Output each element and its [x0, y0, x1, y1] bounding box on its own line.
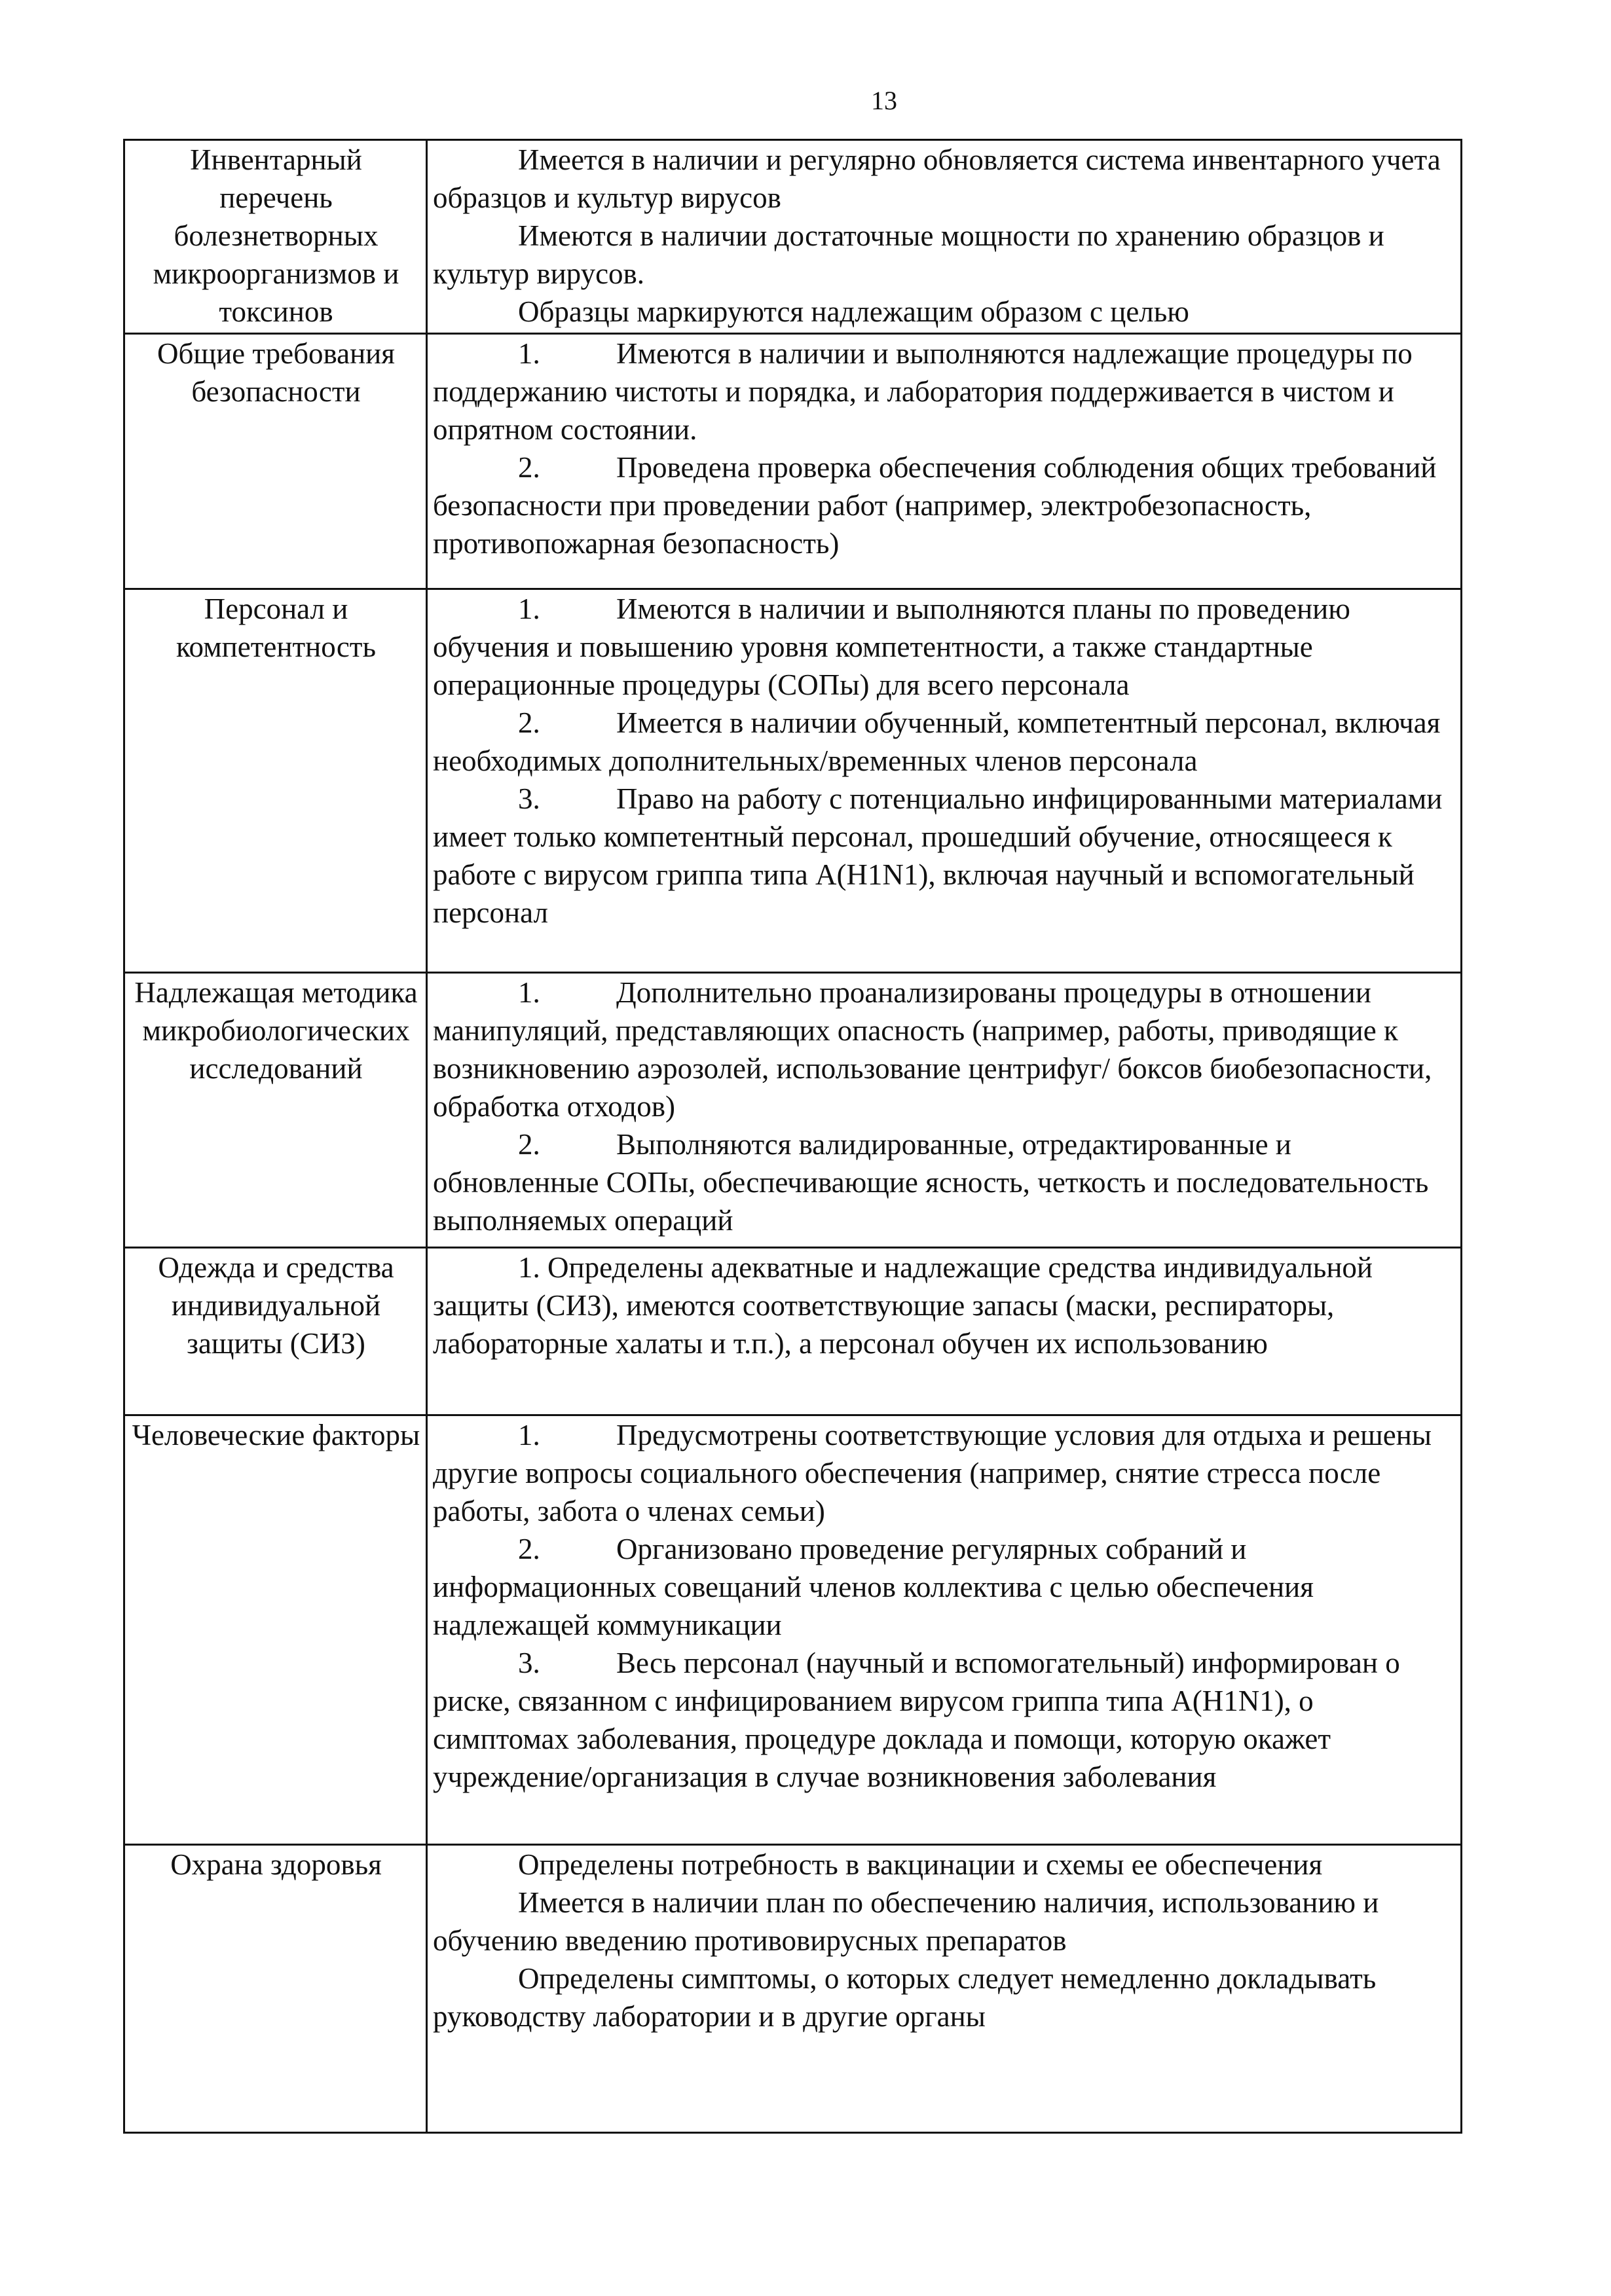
table-row: [124, 334, 1462, 589]
paragraph: Определены симптомы, о которых следует немедленно докладывать руководству лаборатории и в другие органы: [433, 1962, 1377, 2033]
list-item: [433, 335, 1456, 448]
item-number: 1.: [518, 1419, 540, 1451]
item-text: Организовано проведение регулярных собраний и информационных совещаний членов коллектива с целью обеспечения надлежащей коммуникации: [433, 1533, 1314, 1641]
list-item: [433, 1416, 1456, 1530]
item-text: Имеется в наличии обученный, компетентный персонал, включая необходимых дополнительных/временных членов персонала: [433, 706, 1441, 777]
item-text: Предусмотрены соответствующие условия для отдыха и решены другие вопросы социального обеспечения (например, снятие стресса после работы, забота о членах семьи): [433, 1419, 1432, 1527]
row-content: [427, 140, 1462, 334]
row-topic: Охрана здоровья: [124, 1845, 427, 2133]
list-item: [433, 1248, 1456, 1362]
item-number: 2.: [518, 1533, 540, 1565]
list-item: [433, 1530, 1456, 1644]
list-item: [433, 590, 1456, 704]
item-number: 3.: [518, 1647, 540, 1679]
row-topic: Человеческие факторы: [124, 1415, 427, 1845]
item-number: 1.: [518, 976, 540, 1009]
item-number: 2.: [518, 706, 540, 739]
row-topic: Надлежащая методика микробиологических исследований: [124, 973, 427, 1248]
paragraph: Имеется в наличии и регулярно обновляется система инвентарного учета образцов и культур вирусов: [433, 143, 1441, 214]
paragraph: Образцы маркируются надлежащим образом с целью: [518, 295, 1189, 328]
list-item: [433, 1125, 1456, 1239]
row-topic: Персонал и компетентность: [124, 589, 427, 973]
item-text: Имеются в наличии и выполняются планы по проведению обучения и повышению уровня компетентности, а также стандартные операционные процедуры (СОПы) для всего персонала: [433, 592, 1350, 701]
table-row: [124, 140, 1462, 334]
item-number: 3.: [518, 782, 540, 815]
list-item: [433, 448, 1456, 562]
item-number: 2.: [518, 451, 540, 484]
row-topic: Инвентарный перечень болезнетворных микроорганизмов и токсинов: [124, 140, 427, 334]
item-text: Определены адекватные и надлежащие средства индивидуальной защиты (СИЗ), имеются соответствующие запасы (маски, респираторы, лабораторные халаты и т.п.), а персонал обучен их использованию: [433, 1251, 1373, 1360]
row-content: [427, 334, 1462, 589]
item-number: 2.: [518, 1128, 540, 1161]
row-content: [427, 589, 1462, 973]
item-number: 1.: [518, 592, 540, 625]
list-item: [433, 1644, 1456, 1796]
table-row: [124, 973, 1462, 1248]
paragraph: Определены потребность в вакцинации и схемы ее обеспечения: [518, 1848, 1323, 1881]
list-item: [433, 974, 1456, 1125]
item-text: Выполняются валидированные, отредактированные и обновленные СОПы, обеспечивающие ясность, четкость и последовательность выполняемых операций: [433, 1128, 1429, 1237]
row-content: [427, 1248, 1462, 1415]
table-row: [124, 1415, 1462, 1845]
item-text: Весь персонал (научный и вспомогательный) информирован о риске, связанном с инфицированием вирусом гриппа типа A(H1N1), о симптомах заболевания, процедуре доклада и помощи, которую окажет учреждение/организация в случае возникновения заболевания: [433, 1647, 1400, 1793]
table-row: [124, 1248, 1462, 1415]
item-text: Право на работу с потенциально инфицированными материалами имеет только компетентный персонал, прошедший обучение, относящееся к работе с вирусом гриппа типа A(H1N1), включая научный и вспомогательный персонал: [433, 782, 1443, 929]
list-item: [433, 780, 1456, 932]
item-text: Имеются в наличии и выполняются надлежащие процедуры по поддержанию чистоты и порядка, и лаборатория поддерживается в чистом и опрятном состоянии.: [433, 337, 1413, 446]
row-content: [427, 1845, 1462, 2133]
paragraph: Имеются в наличии достаточные мощности по хранению образцов и культур вирусов.: [433, 219, 1384, 290]
row-topic: Одежда и средства индивидуальной защиты (СИЗ): [124, 1248, 427, 1415]
item-text: Дополнительно проанализированы процедуры в отношении манипуляций, представляющих опасность (например, работы, приводящие к возникновению аэрозолей, использование центрифуг/ боксов биобезопасности, обработка отходов): [433, 976, 1432, 1123]
table-row: [124, 1845, 1462, 2133]
item-text: Проведена проверка обеспечения соблюдения общих требований безопасности при проведении работ (например, электробезопасность, противопожарная безопасность): [433, 451, 1437, 560]
item-number: 1.: [518, 1251, 540, 1284]
page-number: 13: [871, 86, 897, 115]
item-number: 1.: [518, 337, 540, 370]
row-content: [427, 1415, 1462, 1845]
table-row: [124, 589, 1462, 973]
paragraph: Имеется в наличии план по обеспечению наличия, использованию и обучению введению противовирусных препаратов: [433, 1886, 1379, 1957]
list-item: [433, 704, 1456, 780]
row-content: [427, 973, 1462, 1248]
row-topic: Общие требования безопасности: [124, 334, 427, 589]
requirements-table: [123, 139, 1462, 2134]
